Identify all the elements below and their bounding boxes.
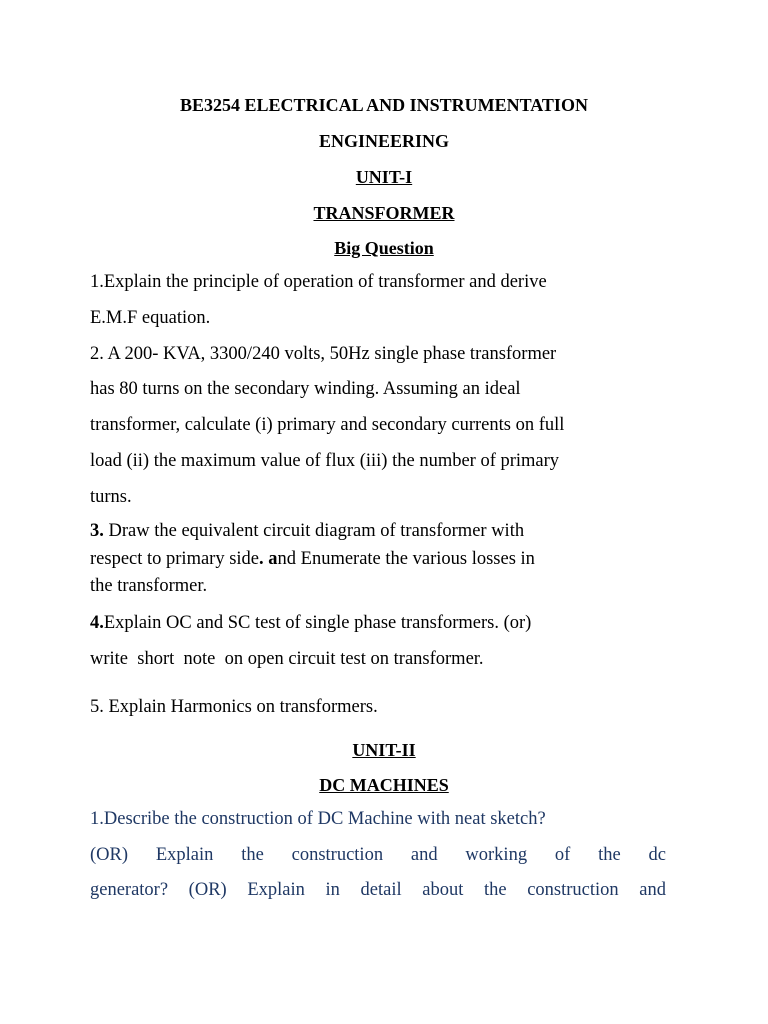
unit1-q2-line1: 2. A 200- KVA, 3300/240 volts, 50Hz single phase transformer (90, 344, 557, 364)
unit1-q3-number: 3. (90, 521, 104, 541)
unit1-q3-text2b: . a (259, 549, 278, 569)
unit1-q3-text1: Draw the equivalent circuit diagram of transformer with (103, 521, 525, 541)
unit1-q2-line2: has 80 turns on the secondary winding. Assuming an ideal (90, 379, 521, 399)
unit1-heading: UNIT-I (355, 167, 413, 187)
unit1-q3-line2 (90, 549, 535, 570)
unit1-topic: TRANSFORMER (313, 203, 455, 223)
unit1-q4-line2: write short note on open circuit test on transformer. (90, 649, 484, 669)
unit2-topic: DC MACHINES (319, 775, 449, 795)
course-title-line2: ENGINEERING (318, 131, 450, 151)
unit1-subheading: Big Question (334, 238, 434, 258)
unit1-q4-text1: Explain OC and SC test of single phase transformers. (or) (103, 613, 532, 633)
unit1-q3-line1 (90, 521, 524, 542)
unit1-q3-text2c: nd Enumerate the various losses in (277, 549, 535, 569)
unit1-q3-line3: the transformer. (90, 576, 208, 596)
unit1-q1-line1: 1.Explain the principle of operation of transformer and derive (90, 272, 547, 292)
unit1-q2-line4: load (ii) the maximum value of flux (iii) the number of primary (90, 451, 560, 471)
unit2-heading: UNIT-II (352, 740, 416, 760)
unit2-q1-line3: generator? (OR) Explain in detail about the construction and (90, 880, 666, 900)
unit1-q4-line1 (90, 613, 531, 634)
unit2-q1-line2: (OR) Explain the construction and working of the dc (90, 845, 666, 865)
unit1-q3-text2a: respect to primary side (90, 549, 260, 569)
unit1-q5-line1: 5. Explain Harmonics on transformers. (90, 697, 378, 717)
unit1-q1-line2: E.M.F equation. (90, 308, 211, 328)
unit1-q2-line5: turns. (90, 487, 132, 507)
unit1-q2-line3: transformer, calculate (i) primary and secondary currents on full (90, 415, 565, 435)
unit1-q4-number: 4. (90, 613, 104, 633)
course-title-line1: BE3254 ELECTRICAL AND INSTRUMENTATION (180, 95, 588, 115)
unit2-q1-line1: 1.Describe the construction of DC Machine with neat sketch? (90, 809, 546, 829)
